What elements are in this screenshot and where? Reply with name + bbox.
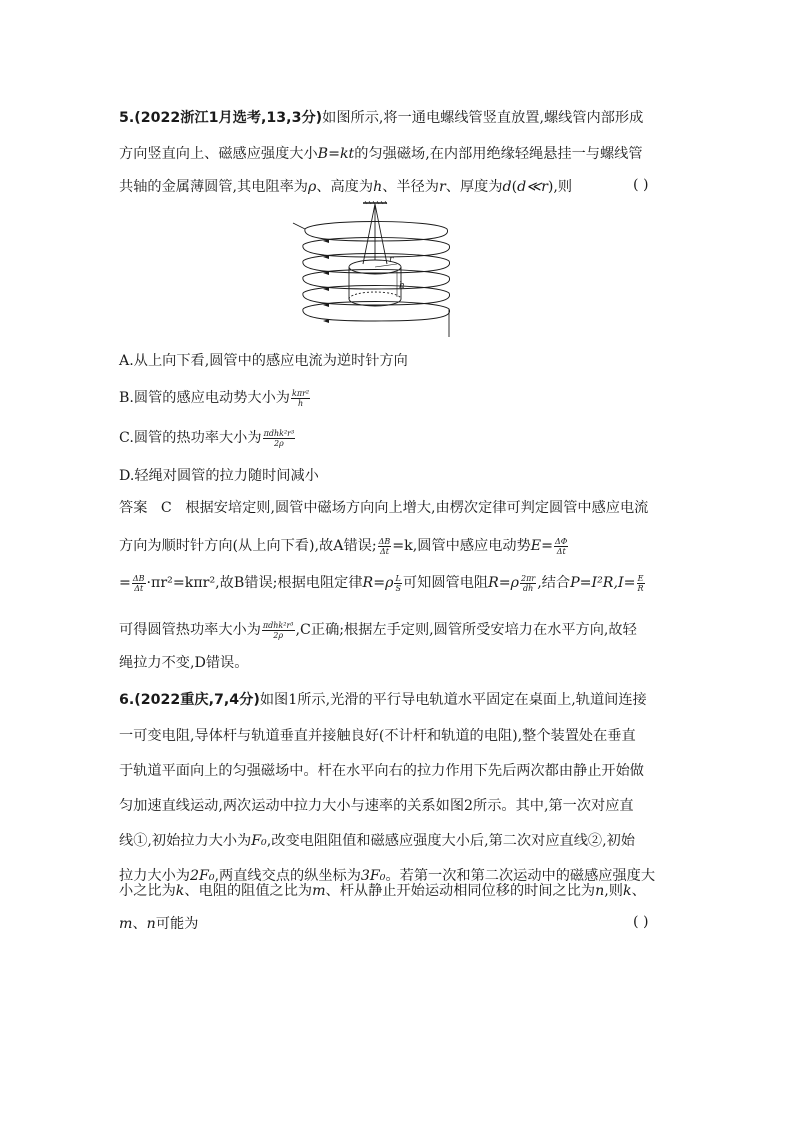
height-label: h: [399, 281, 405, 291]
radius-label: r: [389, 255, 394, 265]
fraction-b: $\frac{\text{kπr²}}{h}$: [292, 388, 310, 408]
q6-line-1: 6.(2022重庆,7,4分)如图1所示,光滑的平行导电轨道水平固定在桌面上,轨道间连接: [119, 692, 647, 708]
q6-line-5: 线①,初始拉力大小为F₀,改变电阻阻值和磁感应强度大小后,第二次对应直线②,初始: [119, 833, 635, 849]
option-c: C.圆管的热功率大小为 $\frac{\text{πdhk²r³}}{2\rho}$: [119, 428, 295, 448]
q5-line-3: 共轴的金属薄圆管,其电阻率为ρ、高度为h、半径为r、厚度为d(d≪r),则: [119, 179, 573, 195]
q6-line-7: 小之比为k、电阻的阻值之比为m、杆从静止开始运动相同位移的时间之比为n,则k、: [119, 883, 646, 899]
q5-answer-bracket: ( ): [633, 177, 649, 193]
q5-number: 5.: [119, 110, 135, 126]
option-b: B.圆管的感应电动势大小为 $\frac{\text{kπr²}}{h}$: [119, 388, 310, 408]
solenoid-figure: [285, 201, 465, 341]
q6-number: 6.: [119, 692, 135, 708]
answer-line-5: 绳拉力不变,D错误。: [119, 655, 249, 671]
q5-line-1: 5.(2022浙江1月选考,13,3分)如图所示,将一通电螺线管竖直放置,螺线管内部形成: [119, 110, 644, 126]
q6-source: (2022重庆,7,4分): [134, 692, 260, 708]
q6-line-8: m、n可能为: [119, 916, 199, 932]
q6-line-6: 拉力大小为2F₀,两直线交点的纵坐标为3F₀。若第一次和第二次运动中的磁感应强度大: [119, 868, 656, 884]
option-d: D.轻绳对圆管的拉力随时间减小: [119, 468, 319, 484]
answer-line-2: 方向为顺时针方向(从上向下看),故A错误; $\frac{\Delta B}{\Delta t}$ =k,圆管中感应电动势E= $\frac{\Delta\Phi}{\Delta t}$: [119, 536, 568, 556]
q6-answer-bracket: ( ): [633, 914, 649, 930]
option-a: A.从上向下看,圆管中的感应电流为逆时针方向: [119, 353, 408, 369]
q5-line-2: 方向竖直向上、磁感应强度大小B=kt的匀强磁场,在内部用绝缘轻绳悬挂一与螺线管: [119, 146, 643, 162]
q6-line-2: 一可变电阻,导体杆与轨道垂直并接触良好(不计杆和轨道的电阻),整个装置处在垂直: [119, 728, 636, 744]
answer-line-1: 答案 C 根据安培定则,圆管中磁场方向向上增大,由楞次定律可判定圆管中感应电流: [119, 500, 649, 516]
q5-source: (2022浙江1月选考,13,3分): [134, 110, 323, 126]
answer-line-3: = $\frac{\Delta B}{\Delta t}$ ·πr²=kπr²,故B错误;根据电阻定律R=ρ $\frac{L}{S}$ 可知圆管电阻R=ρ $\frac{2\pi r}{dh}$ ,结合P=I²R,I= $\frac{E}{R}$: [119, 573, 644, 593]
answer-line-4: 可得圆管热功率大小为 $\frac{\text{πdhk²r³}}{2\rho}$ ,C正确;根据左手定则,圆管所受安培力在水平方向,故轻: [119, 620, 637, 640]
q6-line-3: 于轨道平面向上的匀强磁场中。杆在水平向右的拉力作用下先后两次都由静止开始做: [119, 763, 644, 779]
fraction-c: $\frac{\text{πdhk²r³}}{2\rho}$: [263, 428, 295, 448]
q6-line-4: 匀加速直线运动,两次运动中拉力大小与速率的关系如图2所示。其中,第一次对应直: [119, 798, 634, 814]
